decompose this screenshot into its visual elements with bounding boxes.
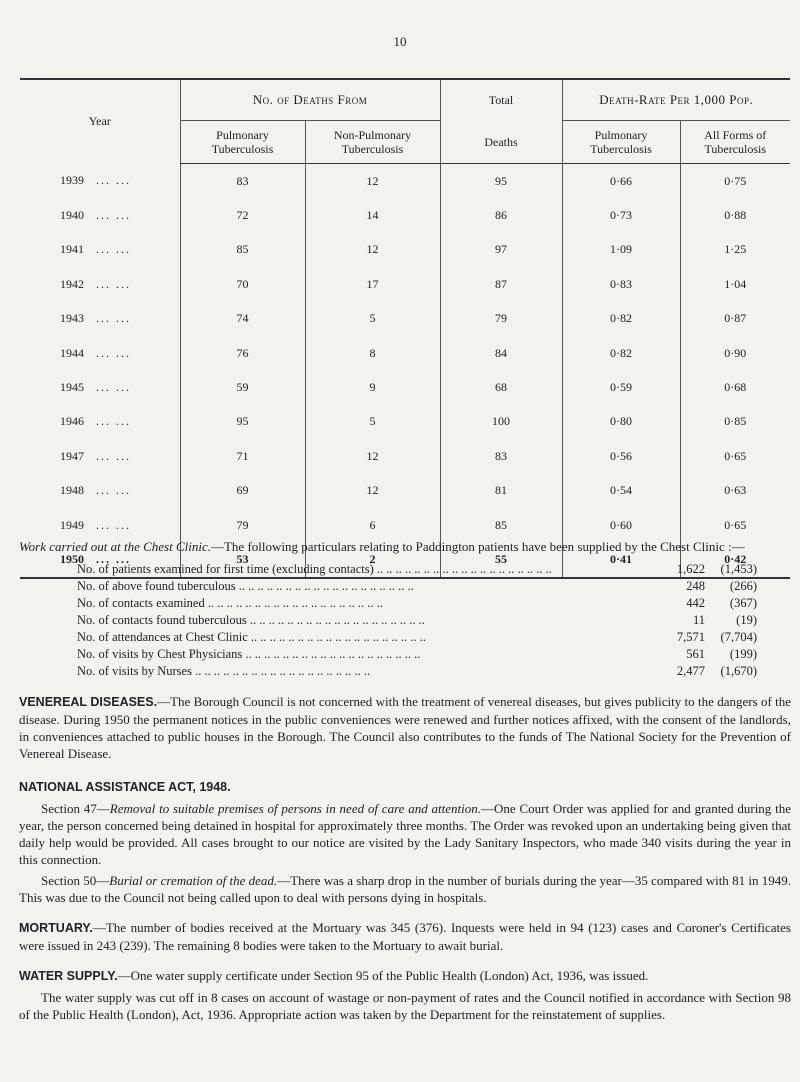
table-row (20, 198, 790, 232)
clinic-item-value: 442 (686, 596, 705, 610)
cell-year: 1949 ... ... (60, 517, 131, 532)
cell-rate-all: 0·65 (680, 508, 790, 542)
cell-year: 1940 ... ... (60, 208, 131, 223)
cell-rate-all: 0·90 (680, 336, 790, 370)
cell-year: 1945 ... ... (60, 380, 131, 395)
clinic-item-previous: (1,453) (720, 562, 757, 576)
cell-rate-all: 1·04 (680, 267, 790, 301)
clinic-item-previous: (7,704) (720, 630, 757, 644)
header-non-pulmonary: Non-Pulmonary Tuberculosis (305, 121, 440, 164)
list-item (77, 595, 757, 612)
cell-total: 87 (440, 267, 562, 301)
cell-total: 95 (440, 164, 562, 199)
cell-year: 1947 ... ... (60, 448, 131, 463)
clinic-item-value: 248 (686, 579, 705, 593)
cell-total: 97 (440, 233, 562, 267)
header-deaths: Deaths (440, 121, 562, 164)
cell-non-pulmonary: 8 (305, 336, 440, 370)
cell-rate-all: 0·42 (680, 542, 790, 577)
cell-total: 85 (440, 508, 562, 542)
table-row (20, 439, 790, 473)
clinic-item-label: No. of visits by Chest Physicians .. .. .. .. .. .. .. .. .. .. .. .. .. .. .. .. .. .. .. (77, 647, 421, 661)
cell-pulmonary: 95 (180, 405, 305, 439)
list-item (77, 561, 757, 578)
cell-total: 83 (440, 439, 562, 473)
water-supply-paragraph-2: The water supply was cut off in 8 cases on account of wastage or non-payment of rates and the Council notified in accordance with Section 98 of the Public Health (London), Act, 1936. Appropriate action was taken by the Department for the reinstatement of supplies. (19, 990, 791, 1022)
cell-rate-pulmonary: 0·54 (562, 474, 680, 508)
list-item (77, 629, 757, 646)
water-supply-paragraph: WATER SUPPLY.—One water supply certificate under Section 95 of the Public Health (London) Act, 1936, was issued. (19, 968, 649, 983)
header-year: Year (88, 114, 111, 129)
cell-rate-pulmonary: 0·41 (562, 542, 680, 577)
clinic-item-label: No. of patients examined for first time (excluding contacts) .. .. .. .. .. .. .. .. .. .. .. .. .. .. .. .. .. .. .. (77, 562, 552, 576)
clinic-item-label: No. of visits by Nurses .. .. .. .. .. .. .. .. .. .. .. .. .. .. .. .. .. .. .. (77, 664, 371, 678)
clinic-item-previous: (19) (736, 613, 757, 627)
cell-non-pulmonary: 12 (305, 233, 440, 267)
clinic-item-label: No. of attendances at Chest Clinic .. .. .. .. .. .. .. .. .. .. .. .. .. .. .. .. .. .. .. (77, 630, 426, 644)
header-death-rate: Death-Rate Per 1,000 Pop. (562, 79, 790, 121)
cell-rate-all: 0·63 (680, 474, 790, 508)
cell-non-pulmonary: 17 (305, 267, 440, 301)
table-row (20, 302, 790, 336)
cell-rate-pulmonary: 0·73 (562, 198, 680, 232)
list-item (77, 663, 757, 680)
list-item (77, 578, 757, 595)
venereal-paragraph: VENEREAL DISEASES.—The Borough Council is not concerned with the treatment of venereal diseases, but gives publicity to the dangers of the disease. During 1950 the permanent notices in the public conveniences were renewed and further notices affixed, with the consent of the landlords, in conveniences attached to public houses in the Borough. The Council also contributes to the funds of The National Society for the Prevention of Venereal Disease. (19, 694, 791, 761)
page-number: 10 (393, 34, 407, 49)
cell-total: 55 (440, 542, 562, 577)
cell-non-pulmonary: 12 (305, 164, 440, 199)
cell-year: 1948 ... ... (60, 483, 131, 498)
mortuary-paragraph: MORTUARY.—The number of bodies received at the Mortuary was 345 (376). Inquests were held in 94 (123) cases and Coroner's Certificates were issued in 243 (239). The remaining 8 bodies were taken to the Mortuary to await burial. (19, 920, 791, 953)
table-row (20, 267, 790, 301)
header-rate-pulmonary: Pulmonary Tuberculosis (562, 121, 680, 164)
cell-pulmonary: 69 (180, 474, 305, 508)
cell-year: 1950 ... ... (60, 551, 131, 566)
clinic-item-previous: (367) (729, 596, 757, 610)
cell-pulmonary: 83 (180, 164, 305, 199)
chest-clinic-list (77, 561, 757, 680)
cell-rate-all: 0·85 (680, 405, 790, 439)
header-pulmonary: Pulmonary Tuberculosis (180, 121, 305, 164)
table-row (20, 370, 790, 404)
clinic-item-previous: (1,670) (720, 664, 757, 678)
clinic-item-label: No. of contacts found tuberculous .. .. .. .. .. .. .. .. .. .. .. .. .. .. .. .. .. .. .. (77, 613, 425, 627)
header-total: Total (440, 79, 562, 121)
venereal-heading: VENEREAL DISEASES. (19, 695, 158, 709)
list-item (77, 612, 757, 629)
cell-rate-pulmonary: 0·60 (562, 508, 680, 542)
cell-rate-all: 1·25 (680, 233, 790, 267)
header-deaths-from: No. of Deaths From (180, 79, 440, 121)
header-all-forms: All Forms of Tuberculosis (680, 121, 790, 164)
section-47-paragraph: Section 47—Removal to suitable premises of persons in need of care and attention.—One Court Order was applied for and granted during the year, the person concerned being detained in hospital for approximately three months. The Order was revoked upon an undertaking being given that daily help would be provided. All cases brought to our notice are visited by the Lady Sanitary Inspectors, who made 340 visits during the year in this connection. (19, 801, 791, 867)
cell-rate-pulmonary: 0·82 (562, 302, 680, 336)
cell-non-pulmonary: 14 (305, 198, 440, 232)
cell-total: 68 (440, 370, 562, 404)
cell-pulmonary: 70 (180, 267, 305, 301)
chest-clinic-intro: Work carried out at the Chest Clinic.—The following particulars relating to Paddington patients have been supplied by the Chest Clinic :— (19, 539, 745, 554)
cell-pulmonary: 79 (180, 508, 305, 542)
cell-non-pulmonary: 12 (305, 474, 440, 508)
table-row (20, 233, 790, 267)
cell-pulmonary: 85 (180, 233, 305, 267)
cell-year: 1944 ... ... (60, 345, 131, 360)
cell-rate-pulmonary: 0·66 (562, 164, 680, 199)
cell-pulmonary: 74 (180, 302, 305, 336)
cell-non-pulmonary: 2 (305, 542, 440, 577)
water-supply-heading: WATER SUPPLY. (19, 969, 118, 983)
cell-rate-all: 0·75 (680, 164, 790, 199)
cell-pulmonary: 71 (180, 439, 305, 473)
tuberculosis-table-container (20, 78, 790, 579)
cell-rate-pulmonary: 0·56 (562, 439, 680, 473)
clinic-item-value: 1,622 (676, 562, 705, 576)
clinic-item-value: 7,571 (676, 630, 705, 644)
clinic-item-value: 2,477 (676, 664, 705, 678)
cell-rate-pulmonary: 0·83 (562, 267, 680, 301)
cell-non-pulmonary: 5 (305, 405, 440, 439)
cell-rate-all: 0·65 (680, 439, 790, 473)
mortuary-heading: MORTUARY. (19, 921, 93, 935)
cell-rate-pulmonary: 1·09 (562, 233, 680, 267)
table-row (20, 405, 790, 439)
clinic-item-previous: (199) (729, 647, 757, 661)
cell-total: 86 (440, 198, 562, 232)
cell-year: 1941 ... ... (60, 242, 131, 257)
cell-rate-all: 0·87 (680, 302, 790, 336)
cell-rate-all: 0·68 (680, 370, 790, 404)
cell-year: 1946 ... ... (60, 414, 131, 429)
table-row (20, 474, 790, 508)
cell-total: 81 (440, 474, 562, 508)
cell-year: 1942 ... ... (60, 276, 131, 291)
chest-clinic-heading: Work carried out at the Chest Clinic. (19, 539, 211, 554)
cell-non-pulmonary: 9 (305, 370, 440, 404)
cell-pulmonary: 53 (180, 542, 305, 577)
tuberculosis-deaths-table (20, 78, 790, 579)
table-row (20, 336, 790, 370)
clinic-item-value: 561 (686, 647, 705, 661)
cell-year: 1939 ... ... (60, 173, 131, 188)
table-row (20, 164, 790, 199)
clinic-item-label: No. of contacts examined .. .. .. .. .. .. .. .. .. .. .. .. .. .. .. .. .. .. .. (77, 596, 383, 610)
cell-rate-pulmonary: 0·59 (562, 370, 680, 404)
cell-rate-pulmonary: 0·80 (562, 405, 680, 439)
section-50-paragraph: Section 50—Burial or cremation of the dead.—There was a sharp drop in the number of burials during the year—35 compared with 81 in 1949. This was due to the Council not being called upon to deal with persons dying in hospitals. (19, 873, 791, 905)
clinic-item-value: 11 (692, 613, 705, 627)
table-body (20, 164, 790, 578)
cell-non-pulmonary: 6 (305, 508, 440, 542)
cell-pulmonary: 59 (180, 370, 305, 404)
clinic-item-label: No. of above found tuberculous .. .. .. .. .. .. .. .. .. .. .. .. .. .. .. .. .. .. .. (77, 579, 414, 593)
national-assistance-heading: NATIONAL ASSISTANCE ACT, 1948. (19, 780, 231, 794)
cell-total: 100 (440, 405, 562, 439)
cell-pulmonary: 76 (180, 336, 305, 370)
text-section (19, 538, 791, 1023)
clinic-item-previous: (266) (729, 579, 757, 593)
cell-non-pulmonary: 5 (305, 302, 440, 336)
cell-pulmonary: 72 (180, 198, 305, 232)
cell-year: 1943 ... ... (60, 311, 131, 326)
cell-non-pulmonary: 12 (305, 439, 440, 473)
cell-rate-all: 0·88 (680, 198, 790, 232)
cell-total: 79 (440, 302, 562, 336)
cell-rate-pulmonary: 0·82 (562, 336, 680, 370)
cell-total: 84 (440, 336, 562, 370)
list-item (77, 646, 757, 663)
